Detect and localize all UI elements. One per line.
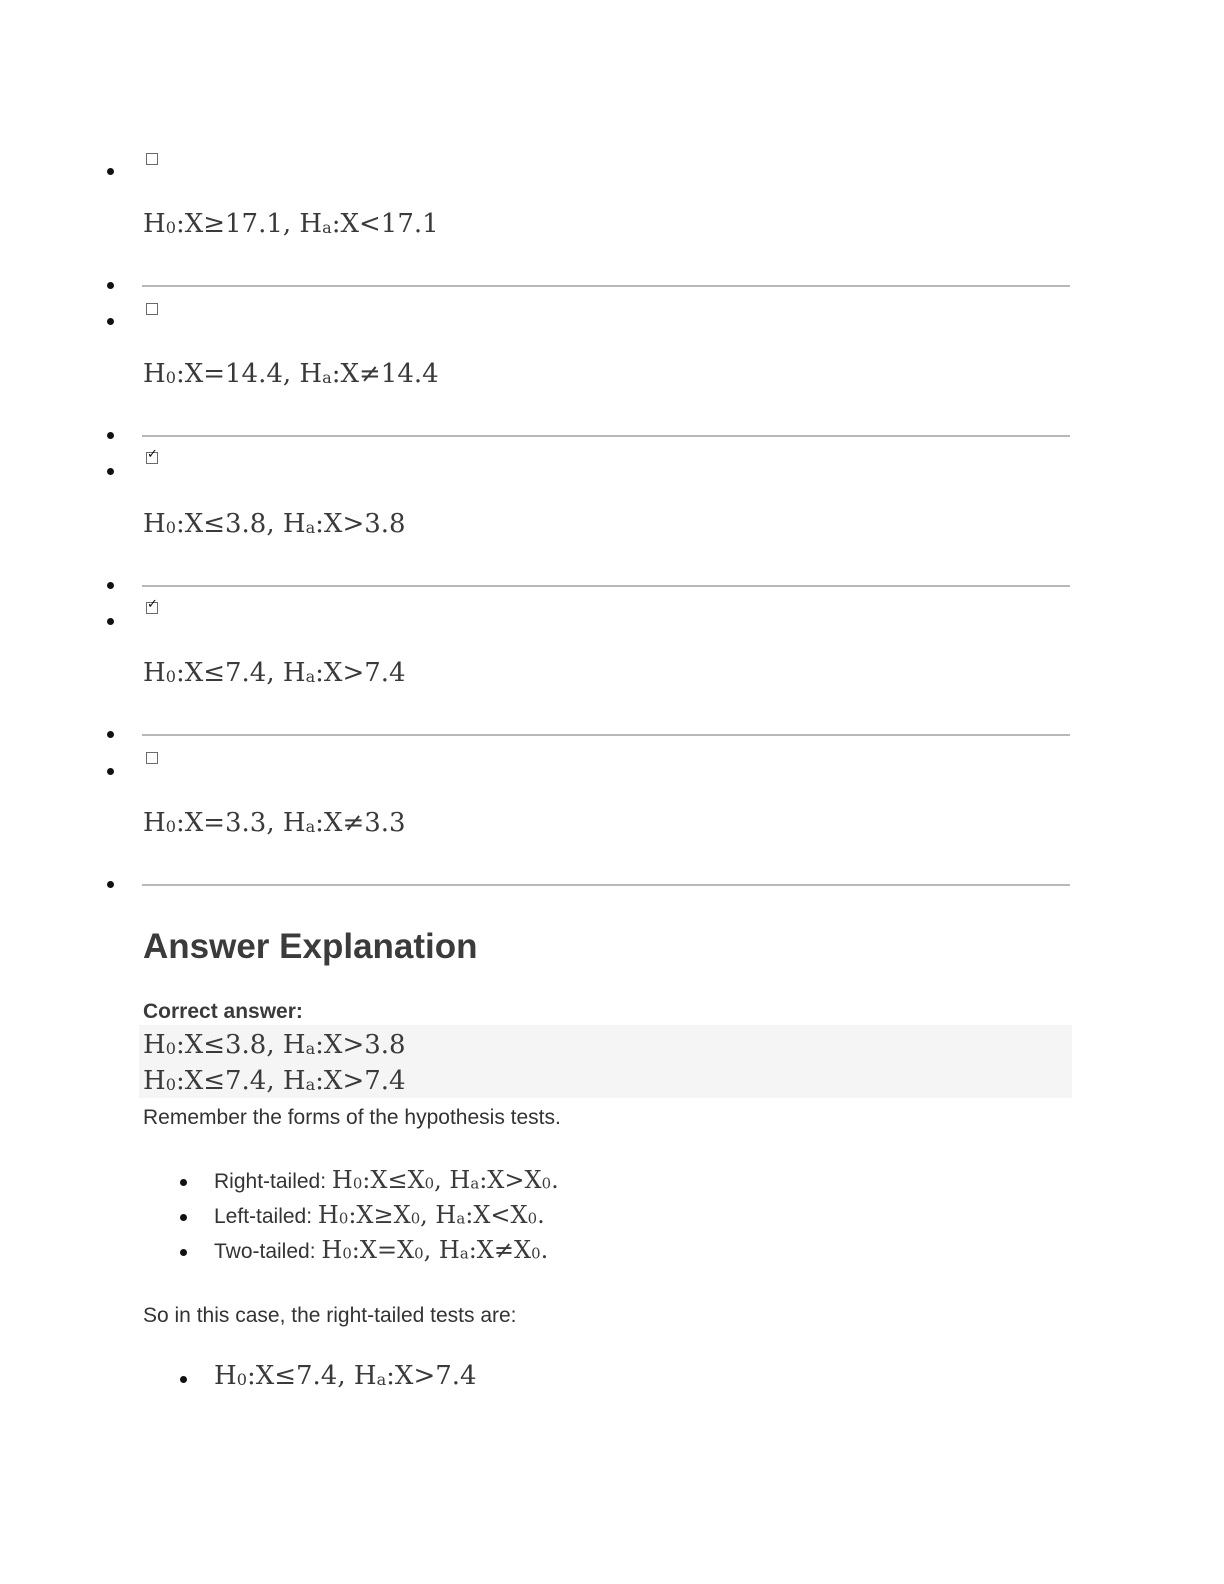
explanation-intro: Remember the forms of the hypothesis tests. (143, 1106, 561, 1129)
list-bullet (107, 881, 114, 888)
option-divider (142, 884, 1070, 886)
list-bullet (107, 318, 114, 325)
option-label-4: $H_0:X\le 7.4$, $H_a:X>7.4$ (143, 658, 406, 688)
right-tailed-answer: $H_0:X\le 7.4$, $H_a:X>7.4$ (214, 1361, 477, 1391)
list-bullet (107, 168, 114, 175)
checkmark-icon: ✓ (147, 597, 158, 612)
list-bullet (107, 468, 114, 475)
form-two-tailed: Two-tailed: $H_0:X=X_0$, $H_a:X\ne X_0$. (214, 1236, 549, 1264)
option-label-5: $H_0:X=3.3$, $H_a:X\ne 3.3$ (143, 808, 406, 838)
list-bullet (180, 1179, 187, 1186)
option-label-3: $H_0:X\le 3.8$, $H_a:X>3.8$ (143, 509, 406, 539)
list-bullet (107, 731, 114, 738)
option-checkbox-2[interactable] (146, 303, 158, 315)
list-bullet (107, 282, 114, 289)
correct-answer-label: Correct answer: (143, 1000, 303, 1023)
form-left-tailed: Left-tailed: $H_0:X\ge X_0$, $H_a:X<X_0$. (214, 1201, 545, 1229)
list-bullet (107, 768, 114, 775)
option-divider (142, 435, 1070, 437)
list-bullet (180, 1376, 187, 1383)
correct-answer-box (139, 1025, 1072, 1098)
option-checkbox-5[interactable] (146, 752, 158, 764)
checkmark-icon: ✓ (147, 447, 158, 462)
correct-answer-2: $H_0:X\le 7.4$, $H_a:X>7.4$ (143, 1066, 406, 1096)
option-divider (142, 585, 1070, 587)
list-bullet (107, 582, 114, 589)
option-checkbox-3[interactable] (146, 447, 158, 464)
option-checkbox-1[interactable] (146, 153, 158, 165)
list-bullet (107, 432, 114, 439)
explanation-conclusion: So in this case, the right-tailed tests are: (143, 1304, 517, 1327)
option-divider (142, 285, 1070, 287)
answer-explanation-heading: Answer Explanation (143, 927, 478, 966)
list-bullet (107, 618, 114, 625)
correct-answer-1: $H_0:X\le 3.8$, $H_a:X>3.8$ (143, 1030, 406, 1060)
form-right-tailed: Right-tailed: $H_0:X\le X_0$, $H_a:X>X_0$. (214, 1166, 559, 1194)
option-checkbox-4[interactable] (146, 597, 158, 614)
option-label-1: $H_0:X\ge 17.1$, $H_a:X<17.1$ (143, 209, 439, 239)
option-label-2: $H_0:X=14.4$, $H_a:X\ne 14.4$ (143, 359, 439, 389)
list-bullet (180, 1214, 187, 1221)
list-bullet (180, 1249, 187, 1256)
option-divider (142, 734, 1070, 736)
